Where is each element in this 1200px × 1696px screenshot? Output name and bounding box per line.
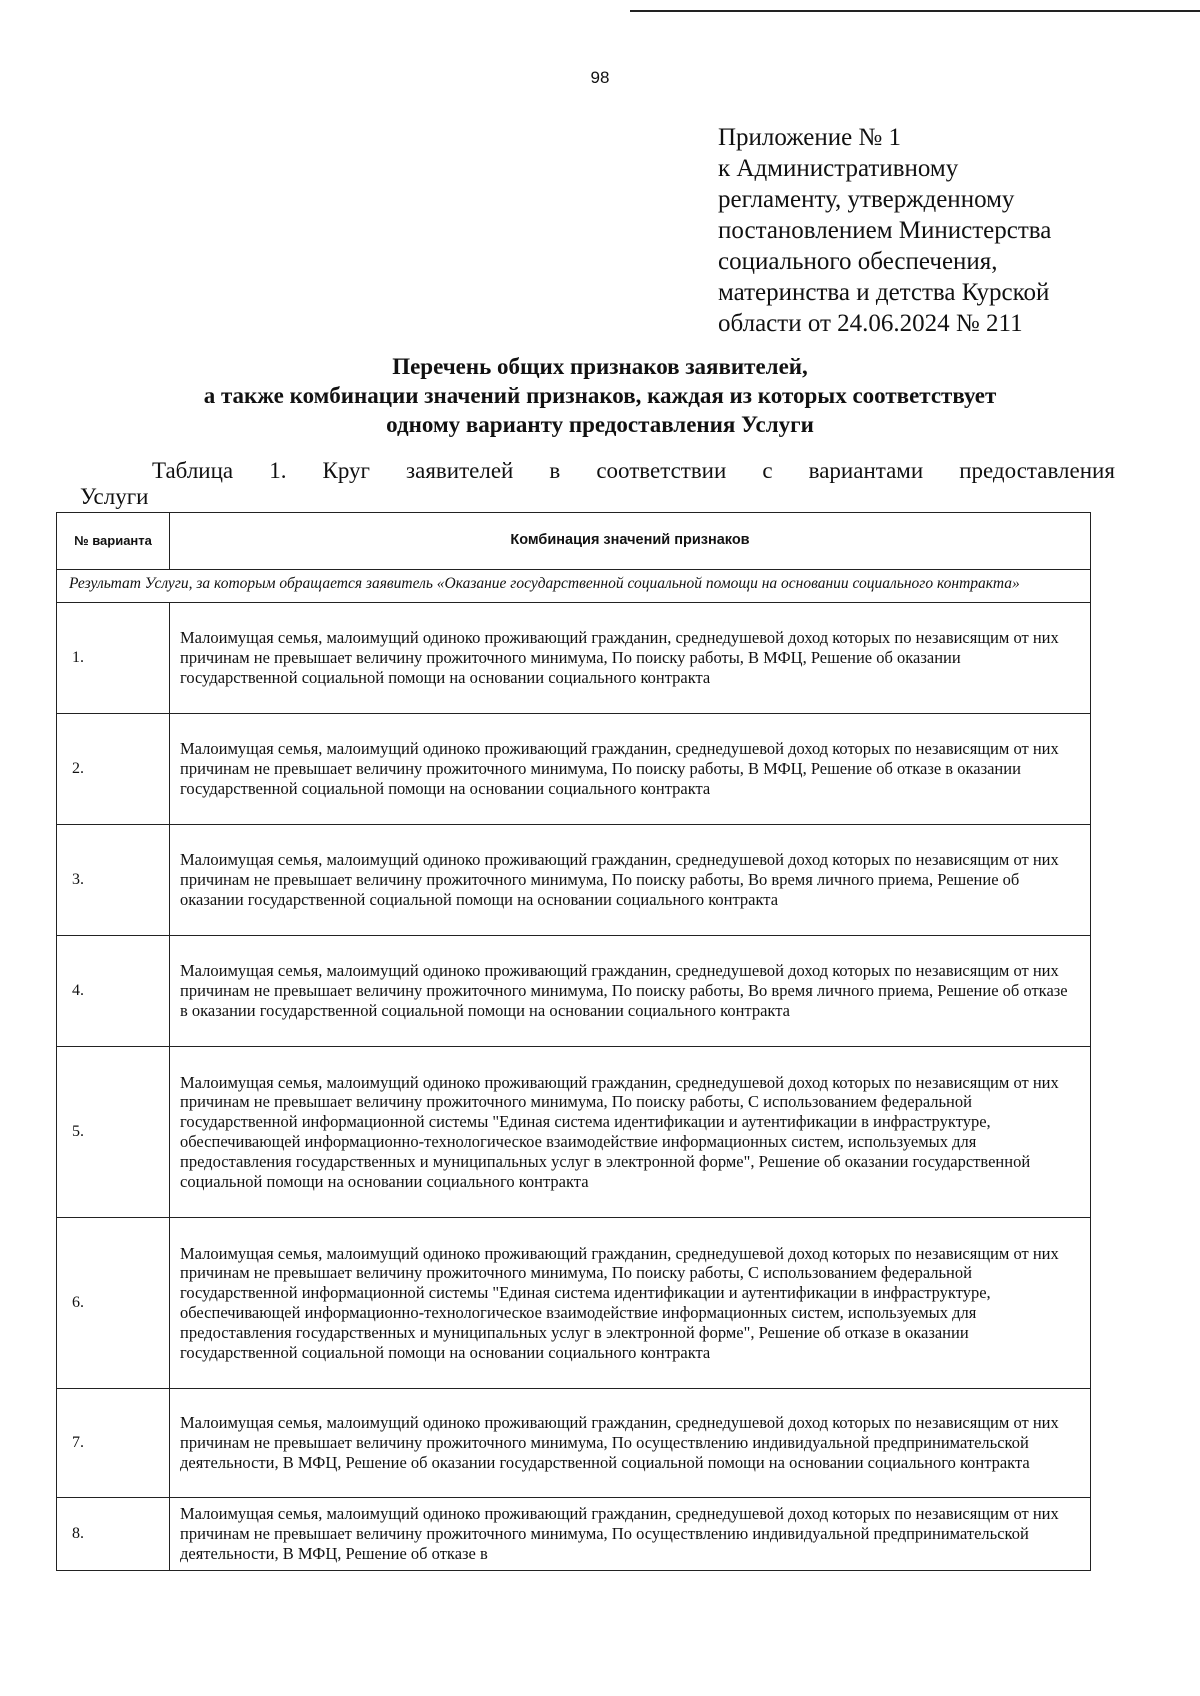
table-row <box>57 825 1091 936</box>
variant-number: 4. <box>57 936 170 1047</box>
title-line: а также комбинации значений признаков, каждая из которых соответствует <box>203 383 997 408</box>
table-row <box>57 714 1091 825</box>
title-line: Перечень общих признаков заявителей, <box>392 354 808 379</box>
variant-number: 2. <box>57 714 170 825</box>
variant-number: 6. <box>57 1218 170 1389</box>
variant-description: Малоимущая семья, малоимущий одиноко проживающий гражданин, среднедушевой доход которых по независящим от них причинам не превышает величину прожиточного минимума, По поиску работы, С использованием федеральной государственной информационной системы "Единая система идентификации и аутентификации в инфраструктуре, обеспечивающей информационно-технологическое взаимодействие информационных систем, используемых для предоставления государственных и муниципальных услуг в электронной форме", Решение об оказании государственной социальной помощи на основании социального контракта <box>170 1047 1091 1218</box>
table-row <box>57 603 1091 714</box>
table-row <box>57 936 1091 1047</box>
variant-description: Малоимущая семья, малоимущий одиноко проживающий гражданин, среднедушевой доход которых по независящим от них причинам не превышает величину прожиточного минимума, По осуществлению индивидуальной предпринимательской деятельности, В МФЦ, Решение об отказе в <box>170 1498 1091 1571</box>
caption-word: с <box>762 458 773 483</box>
appendix-line: области от 24.06.2024 № 211 <box>718 310 1023 337</box>
page-number: 98 <box>590 68 610 87</box>
appendix-line: к Административному <box>718 155 959 182</box>
caption-word: вариантами <box>808 458 924 483</box>
table-caption <box>80 458 1115 510</box>
variant-number: 1. <box>57 603 170 714</box>
variant-description: Малоимущая семья, малоимущий одиноко проживающий гражданин, среднедушевой доход которых по независящим от них причинам не превышает величину прожиточного минимума, По поиску работы, В МФЦ, Решение об оказании государственной социальной помощи на основании социального контракта <box>170 603 1091 714</box>
variant-number: 8. <box>57 1498 170 1571</box>
header-combination: Комбинация значений признаков <box>170 513 1091 570</box>
caption-line-2: Услуги <box>80 484 149 509</box>
caption-word: заявителей <box>406 458 514 483</box>
top-rule <box>630 10 1200 12</box>
table-row <box>57 1047 1091 1218</box>
table-row <box>57 1389 1091 1498</box>
variant-description: Малоимущая семья, малоимущий одиноко проживающий гражданин, среднедушевой доход которых по независящим от них причинам не превышает величину прожиточного минимума, По поиску работы, В МФЦ, Решение об отказе в оказании государственной социальной помощи на основании социального контракта <box>170 714 1091 825</box>
variant-number: 7. <box>57 1389 170 1498</box>
document-title <box>60 352 1140 439</box>
caption-word: предоставления <box>959 458 1115 483</box>
variant-description: Малоимущая семья, малоимущий одиноко проживающий гражданин, среднедушевой доход которых по независящим от них причинам не превышает величину прожиточного минимума, По поиску работы, Во время личного приема, Решение об оказании государственной социальной помощи на основании социального контракта <box>170 825 1091 936</box>
caption-word: соответствии <box>596 458 727 483</box>
variant-description: Малоимущая семья, малоимущий одиноко проживающий гражданин, среднедушевой доход которых по независящим от них причинам не превышает величину прожиточного минимума, По поиску работы, С использованием федеральной государственной информационной системы "Единая система идентификации и аутентификации в инфраструктуре, обеспечивающей информационно-технологическое взаимодействие информационных систем, используемых для предоставления государственных и муниципальных услуг в электронной форме", Решение об отказе в оказании государственной социальной помощи на основании социального контракта <box>170 1218 1091 1389</box>
variant-description: Малоимущая семья, малоимущий одиноко проживающий гражданин, среднедушевой доход которых по независящим от них причинам не превышает величину прожиточного минимума, По осуществлению индивидуальной предпринимательской деятельности, В МФЦ, Решение об оказании государственной социальной помощи на основании социального контракта <box>170 1389 1091 1498</box>
appendix-line: регламенту, утвержденному <box>718 186 1015 213</box>
table-header-row <box>57 513 1091 570</box>
caption-word: Круг <box>322 458 370 483</box>
variants-table <box>56 512 1091 1571</box>
title-line: одному варианту предоставления Услуги <box>386 412 814 437</box>
appendix-note <box>718 122 1158 339</box>
appendix-line: постановлением Министерства <box>718 217 1052 244</box>
caption-word: 1. <box>269 458 287 483</box>
appendix-line: социального обеспечения, <box>718 248 998 275</box>
caption-line-1 <box>80 458 1115 484</box>
table-row <box>57 1218 1091 1389</box>
table-row <box>57 1498 1091 1571</box>
header-variant-number: № варианта <box>57 513 170 570</box>
variant-number: 3. <box>57 825 170 936</box>
caption-word: Таблица <box>152 458 234 483</box>
result-row <box>57 570 1091 603</box>
result-text: Результат Услуги, за которым обращается заявитель «Оказание государственной социальной помощи на основании социального контракта» <box>57 570 1091 603</box>
caption-word: в <box>549 458 561 483</box>
variant-description: Малоимущая семья, малоимущий одиноко проживающий гражданин, среднедушевой доход которых по независящим от них причинам не превышает величину прожиточного минимума, По поиску работы, Во время личного приема, Решение об отказе в оказании государственной социальной помощи на основании социального контракта <box>170 936 1091 1047</box>
variant-number: 5. <box>57 1047 170 1218</box>
appendix-line: материнства и детства Курской <box>718 279 1050 306</box>
appendix-line: Приложение № 1 <box>718 124 902 151</box>
